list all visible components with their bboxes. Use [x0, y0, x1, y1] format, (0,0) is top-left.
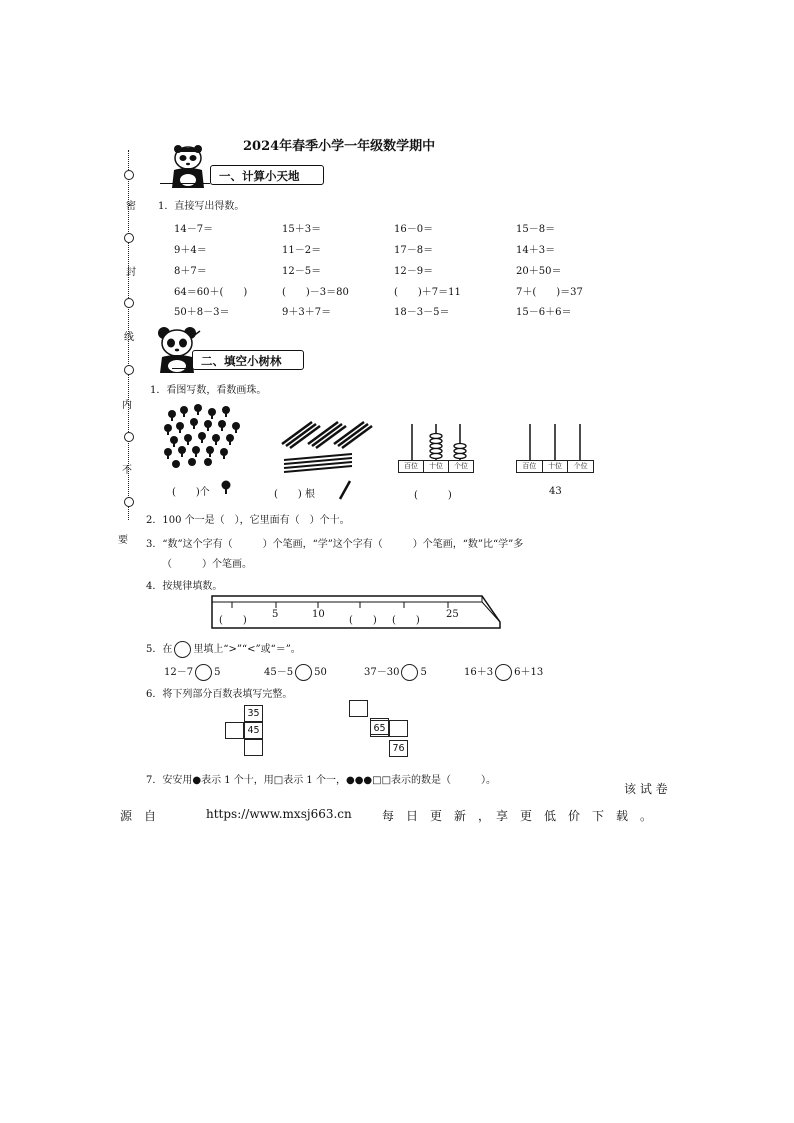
compare-circle[interactable] [195, 664, 212, 681]
calc-item: 9＋3＋7＝ [282, 307, 332, 318]
abacus-label: 个位 [573, 462, 588, 470]
compare-item: 45－5 50 [264, 663, 327, 681]
calc-item: 18－3－5＝ [394, 307, 450, 318]
binding-char: 密 [126, 201, 136, 212]
abacus-2-icon [516, 422, 594, 462]
footer-line1: 该 试 卷 [624, 782, 668, 796]
ruler-value: 5 [272, 609, 279, 620]
section2-title: 二、填空小树林 [192, 350, 304, 370]
question-3-line1: 3．“数”这个字有（ ）个笔画，“学”这个字有（ ）个笔画，“数”比“学”多 [146, 539, 524, 550]
calc-item: 15＋3＝ [282, 224, 322, 235]
binding-char: 内 [122, 400, 132, 411]
calc-item: 8＋7＝ [174, 266, 207, 277]
compare-item: 16＋3 6＋13 [464, 663, 543, 681]
question-4-label: 4．按规律填数。 [146, 581, 223, 592]
compare-circle[interactable] [401, 664, 418, 681]
mushroom-cluster-icon [160, 402, 246, 472]
q1-answer-2: ( ) 根 [274, 489, 315, 500]
calc-item: ( )＋7＝11 [394, 287, 461, 298]
abacus-label: 十位 [543, 461, 569, 472]
calc-item: 15－8＝ [516, 224, 556, 235]
abacus-label: 个位 [454, 462, 468, 470]
grid-cell: 45 [244, 722, 263, 739]
question-5-suffix: 里填上“>”“<”或“＝”。 [193, 644, 301, 655]
calc-item: 15－6＋6＝ [516, 307, 572, 318]
question-5-prefix: 5．在 [146, 644, 173, 655]
section2-q1-label: 1．看图写数，看数画珠。 [150, 385, 267, 396]
circle-blank-icon [174, 641, 191, 658]
abacus-label: 十位 [424, 461, 449, 472]
stick-bundles-icon [278, 414, 378, 474]
grid-cell: 35 [244, 705, 263, 722]
calc-item: 14－7＝ [174, 224, 214, 235]
grid-cell[interactable] [244, 739, 263, 756]
calc-item: 9＋4＝ [174, 245, 207, 256]
stick-icon [338, 480, 352, 500]
q1-answer-1: ( )个 [172, 487, 210, 498]
ruler-value: ( ) [349, 615, 377, 626]
ruler-value: ( ) [392, 615, 420, 626]
binding-char: 线 [124, 332, 134, 343]
section1-q1-label: 1．直接写出得数。 [158, 201, 245, 212]
ruler-value: 10 [312, 609, 325, 620]
calc-item: 14＋3＝ [516, 245, 556, 256]
grid-cell[interactable] [349, 700, 368, 717]
question-3-line2: （ ）个笔画。 [162, 559, 252, 570]
footer-source: 源 自 [120, 809, 157, 823]
abacus-1-labels [398, 460, 474, 473]
compare-item: 12－7 5 [164, 663, 220, 681]
page-title: 2024年春季小学一年级数学期中 [243, 139, 436, 154]
grid-cell: 76 [389, 740, 408, 757]
abacus-label: 百位 [517, 461, 543, 472]
abacus-2-labels [516, 460, 594, 473]
calc-item: ( )－3＝80 [282, 287, 349, 298]
calc-item: 20＋50＝ [516, 266, 562, 277]
q1-answer-4: 43 [549, 486, 562, 497]
abacus-1-icon [398, 422, 474, 462]
calc-item: 50＋8－3＝ [174, 307, 230, 318]
grid-cell[interactable] [389, 720, 408, 737]
q1-answer-3: ( ) [414, 490, 452, 501]
ruler-value: 25 [446, 609, 459, 620]
calc-item: 17－8＝ [394, 245, 434, 256]
grid-cell: 65 [370, 720, 389, 737]
binding-char: 不 [122, 465, 132, 476]
abacus-label: 百位 [399, 461, 424, 472]
footer-url[interactable]: https://www.mxsj663.cn [206, 807, 352, 821]
question-5-label [146, 640, 301, 658]
calc-item: 12－5＝ [282, 266, 322, 277]
binding-char: 封 [126, 267, 136, 278]
calc-item: 11－2＝ [282, 245, 322, 256]
calc-item: 7＋( )＝37 [516, 287, 583, 298]
compare-item: 37－30 5 [364, 663, 427, 681]
question-6-label: 6．将下列部分百数表填写完整。 [146, 689, 293, 700]
footer-tagline: 每 日 更 新 ， 享 更 低 价 下 载 。 [382, 809, 653, 823]
ruler-value: ( ) [219, 615, 247, 626]
compare-circle[interactable] [495, 664, 512, 681]
grid-cell[interactable] [225, 722, 244, 739]
calc-item: 12－9＝ [394, 266, 434, 277]
calc-item: 64＝60＋( ) [174, 287, 248, 298]
calc-item: 16－0＝ [394, 224, 434, 235]
binding-char: 要 [118, 535, 128, 546]
question-7: 7．安安用●表示 1 个十，用□表示 1 个一，●●●□□表示的数是（ ）。 [146, 775, 497, 786]
compare-circle[interactable] [295, 664, 312, 681]
mushroom-icon [221, 480, 231, 494]
question-2: 2．100 个一是（ ），它里面有（ ）个十。 [146, 515, 350, 526]
section1-title: 一、计算小天地 [210, 165, 324, 185]
